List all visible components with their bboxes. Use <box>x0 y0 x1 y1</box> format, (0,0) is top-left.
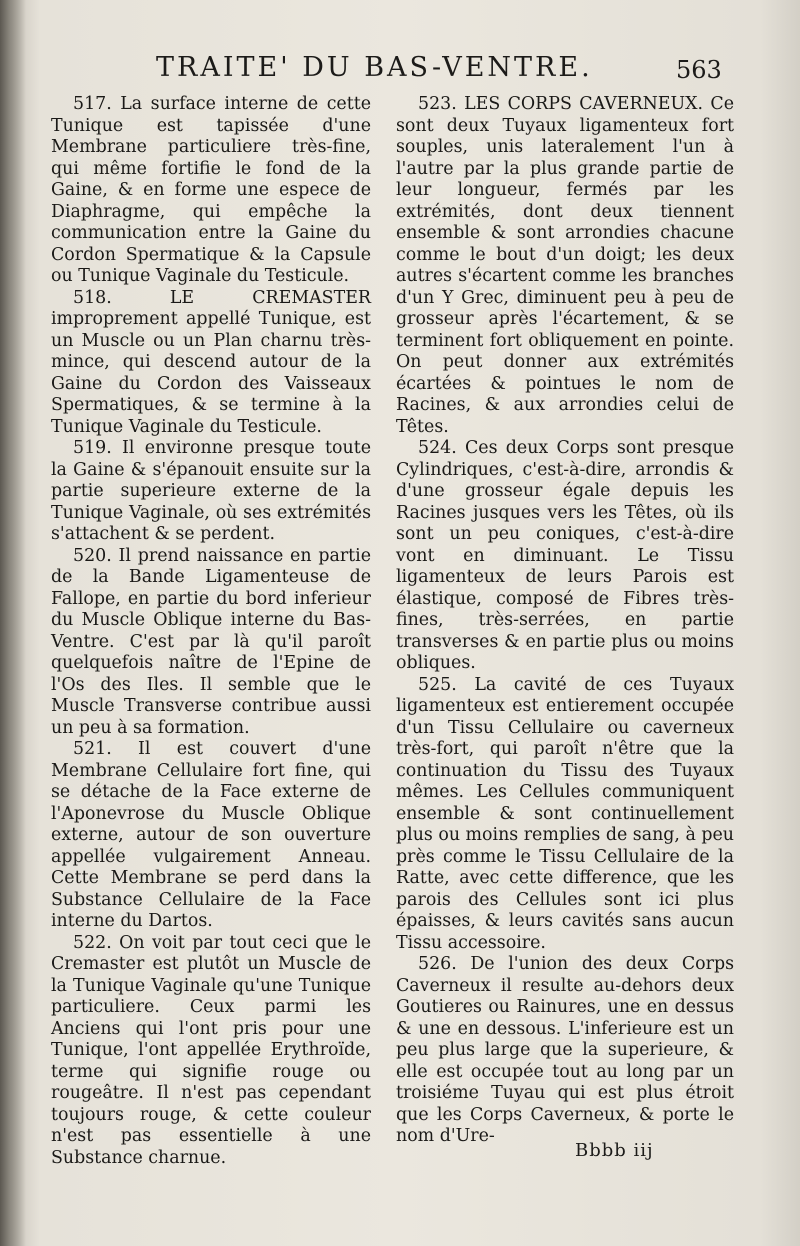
signature-mark: Bbbb iij <box>575 1140 654 1161</box>
paragraph-522: 522. On voit par tout ceci que le Cremaster est plutôt un Muscle de la Tunique Vaginale qu'une Tunique particuliere. Ceux parmi les Anciens qui l'ont pris pour une Tunique, l'ont appellée Erythroïde, terme qui signifie rouge ou rougeâtre. Il n'est pas cependant toujours rouge, & cette couleur n'est pas essentielle à une Substance charnue. <box>51 932 371 1168</box>
page-number: 563 <box>676 56 722 84</box>
paragraph-520: 520. Il prend naissance en partie de la Bande Ligamenteuse de Fallope, en partie du bord inferieur du Muscle Oblique interne du Bas-Ventre. C'est par là qu'il paroît quelquefois naître de l'Epine de l'Os des Iles. Il semble que le Muscle Transverse contribue aussi un peu à sa formation. <box>51 545 372 738</box>
left-column <box>51 94 371 1169</box>
paragraph-519: 519. Il environne presque toute la Gaine & s'épanouit ensuite sur la partie superieure externe de la Tunique Vaginale, où ses extrémités s'attachent & se perdent. <box>51 438 371 544</box>
paragraph-525: 525. La cavité de ces Tuyaux ligamenteux est entierement occupée d'un Tissu Cellulaire ou caverneux très-fort, qui paroît n'être que la continuation du Tissu des Tuyaux mêmes. Les Cellules communiquent ensemble & sont continuellement plus ou moins remplies de sang, à peu près comme le Tissu Cellulaire de la Ratte, avec cette difference, que les parois des Cellules sont ici plus épaisses, & leurs cavités sans aucun Tissu accessoire. <box>396 674 734 953</box>
paragraph-517: 517. La surface interne de cette Tunique est tapissée d'une Membrane particuliere très-fine, qui même fortifie le fond de la Gaine, & en forme une espece de Diaphragme, qui empêche la communication entre la Gaine du Cordon Spermatique & la Capsule ou Tunique Vaginale du Testicule. <box>51 94 371 286</box>
paragraph-524: 524. Ces deux Corps sont presque Cylindriques, c'est-à-dire, arrondis & d'une grosseur égale depuis les Racines jusques vers les Têtes, où ils sont un peu coniques, c'est-à-dire vont en diminuant. Le Tissu ligamenteux de leurs Parois est élastique, composé de Fibres très-fines, très-serrées, en partie transverses & en partie plus ou moins obliques. <box>396 438 734 673</box>
paragraph-526: 526. De l'union des deux Corps Caverneux il resulte au-dehors deux Goutieres ou Rainures, une en dessus & une en dessous. L'inferieure est un peu plus large que la superieure, & elle est occupée tout au long par un troisiéme Tuyau qui est plus étroit que les Corps Caverneux, & porte le nom d'Ure- <box>396 954 734 1146</box>
paragraph-523: 523. LES CORPS CAVERNEUX. Ce sont deux Tuyaux ligamenteux fort souples, unis lateralement l'un à l'autre par la plus grande partie de leur longueur, fermés par les extrémités, dont deux tiennent ensemble & sont arrondies chacune comme le bout d'un doigt; les deux autres s'écartent comme les branches d'un Y Grec, diminuent peu à peu de grosseur après l'écartement, & se terminent fort obliquement en pointe. On peut donner aux extrémités écartées & pointues le nom de Racines, & aux arrondies celui de Têtes. <box>396 94 735 437</box>
paragraph-518: 518. LE CREMASTER improprement appellé Tunique, est un Muscle ou un Plan charnu très-mince, qui descend autour de la Gaine du Cordon des Vaisseaux Spermatiques, & se termine à la Tunique Vaginale du Testicule. <box>51 287 371 437</box>
paragraph-521: 521. Il est couvert d'une Membrane Cellulaire fort fine, qui se détache de la Face externe de l'Aponevrose du Muscle Oblique externe, autour de son ouverture appellée vulgairement Anneau. Cette Membrane se perd dans la Substance Cellulaire de la Face interne du Dartos. <box>51 739 372 931</box>
running-title: TRAITE' DU BAS-VENTRE. <box>156 52 593 83</box>
page-gutter-shadow <box>0 0 26 1246</box>
right-column <box>396 94 734 1148</box>
